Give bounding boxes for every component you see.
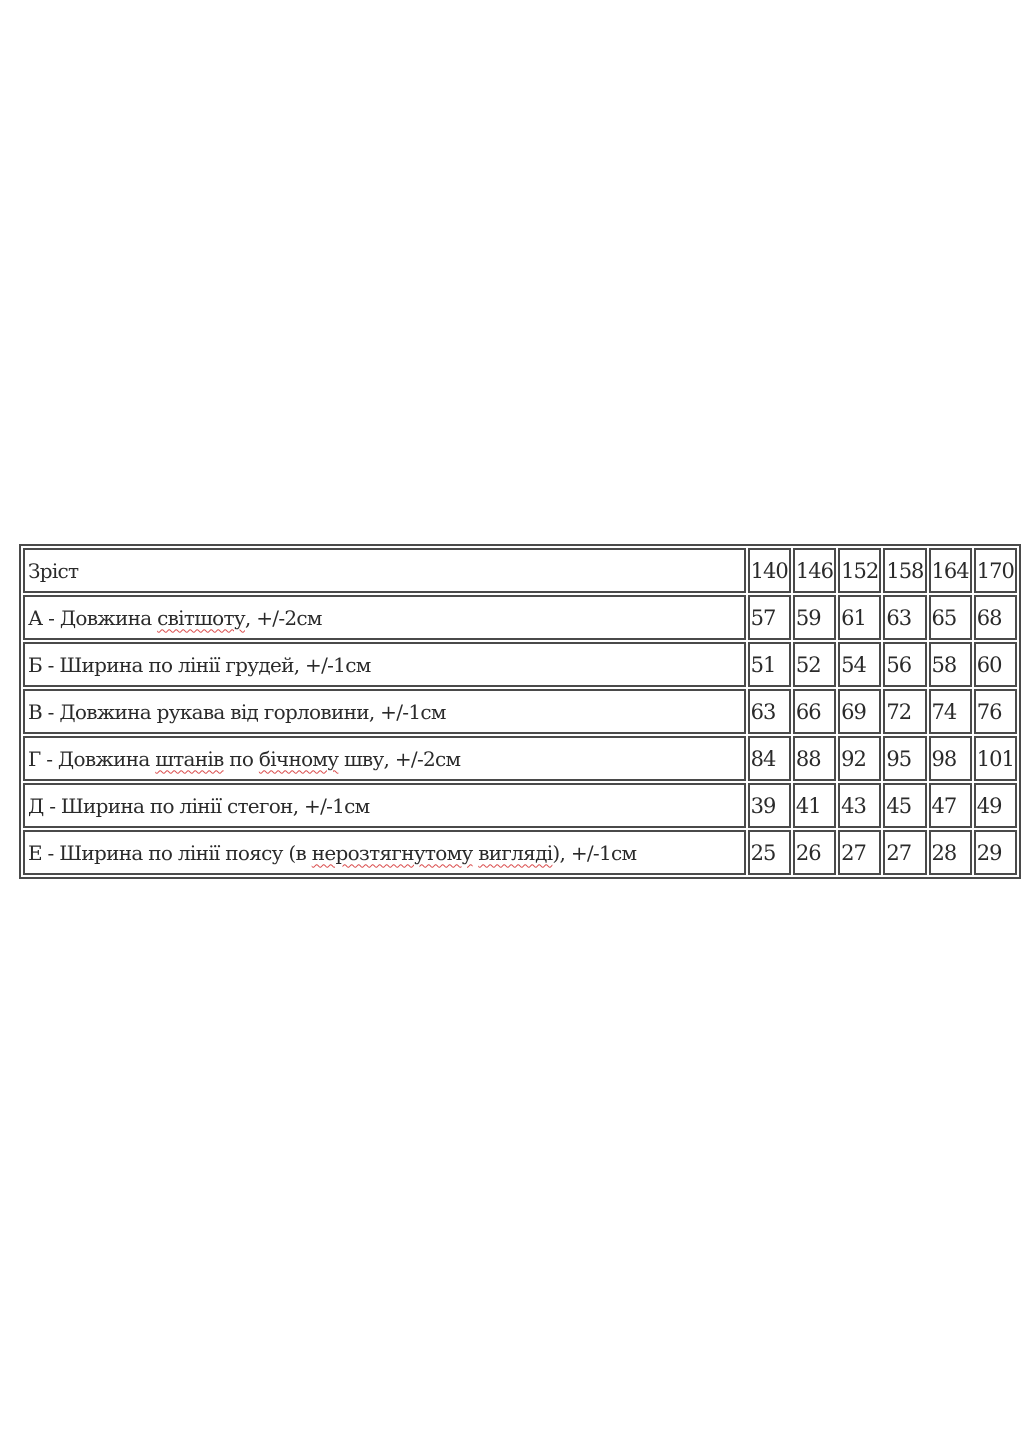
measurement-value-cell: 29 (974, 830, 1017, 875)
measurement-value-cell: 52 (793, 642, 836, 687)
measurement-label-cell (23, 783, 746, 828)
spellcheck-marked-word: нерозтягнутому (311, 840, 473, 865)
measurement-row (23, 736, 1017, 781)
size-header-cell: 140 (748, 548, 791, 593)
measurement-value-cell: 45 (883, 783, 926, 828)
label-text: Г - Довжина (28, 746, 156, 771)
measurement-label-cell (23, 736, 746, 781)
measurement-value-cell: 49 (974, 783, 1017, 828)
measurement-value-cell: 65 (929, 595, 972, 640)
header-label-cell: Зріст (23, 548, 746, 593)
label-text: шву, +/-2см (338, 746, 461, 771)
measurement-value-cell: 88 (793, 736, 836, 781)
measurement-label-cell (23, 642, 746, 687)
measurement-value-cell: 58 (929, 642, 972, 687)
size-header-cell: 152 (838, 548, 881, 593)
measurement-value-cell: 69 (838, 689, 881, 734)
measurement-row (23, 830, 1017, 875)
spellcheck-marked-word: штанів (155, 746, 224, 771)
measurement-label-cell (23, 830, 746, 875)
measurement-value-cell: 56 (883, 642, 926, 687)
label-text: Б - Ширина по лінії грудей, +/-1см (28, 652, 371, 677)
measurement-value-cell: 28 (929, 830, 972, 875)
label-text: Д - Ширина по лінії стегон, +/-1см (28, 793, 370, 818)
label-text: , +/-2см (244, 605, 322, 630)
measurement-row (23, 595, 1017, 640)
measurement-value-cell: 43 (838, 783, 881, 828)
measurement-row (23, 689, 1017, 734)
measurement-row (23, 642, 1017, 687)
spellcheck-marked-word: бічному (258, 746, 339, 771)
measurement-value-cell: 47 (929, 783, 972, 828)
label-text: Е - Ширина по лінії поясу (в (28, 840, 312, 865)
label-text: по (223, 746, 259, 771)
measurement-value-cell: 72 (883, 689, 926, 734)
measurement-value-cell: 66 (793, 689, 836, 734)
measurement-value-cell: 54 (838, 642, 881, 687)
size-table-body (23, 548, 1017, 875)
measurement-value-cell: 74 (929, 689, 972, 734)
measurement-value-cell: 25 (748, 830, 791, 875)
measurement-value-cell: 98 (929, 736, 972, 781)
label-text: ), +/-1см (552, 840, 637, 865)
size-header-cell: 170 (974, 548, 1017, 593)
measurement-value-cell: 27 (838, 830, 881, 875)
size-header-cell: 158 (883, 548, 926, 593)
measurement-row (23, 783, 1017, 828)
label-text: А - Довжина (28, 605, 158, 630)
measurement-value-cell: 76 (974, 689, 1017, 734)
size-header-cell: 164 (929, 548, 972, 593)
label-text: В - Довжина рукава від горловини, +/-1см (28, 699, 446, 724)
measurement-value-cell: 26 (793, 830, 836, 875)
measurement-value-cell: 39 (748, 783, 791, 828)
measurement-value-cell: 60 (974, 642, 1017, 687)
measurement-value-cell: 92 (838, 736, 881, 781)
measurement-value-cell: 57 (748, 595, 791, 640)
measurement-value-cell: 27 (883, 830, 926, 875)
size-table (19, 544, 1021, 879)
measurement-value-cell: 63 (748, 689, 791, 734)
size-header-cell: 146 (793, 548, 836, 593)
header-row (23, 548, 1017, 593)
measurement-value-cell: 68 (974, 595, 1017, 640)
measurement-value-cell: 59 (793, 595, 836, 640)
measurement-value-cell: 61 (838, 595, 881, 640)
spellcheck-marked-word: світшоту (157, 605, 245, 630)
measurement-value-cell: 95 (883, 736, 926, 781)
measurement-value-cell: 101 (974, 736, 1017, 781)
spellcheck-marked-word: вигляді (478, 840, 553, 865)
measurement-value-cell: 63 (883, 595, 926, 640)
measurement-value-cell: 84 (748, 736, 791, 781)
measurement-value-cell: 41 (793, 783, 836, 828)
measurement-label-cell (23, 689, 746, 734)
measurement-value-cell: 51 (748, 642, 791, 687)
measurement-label-cell (23, 595, 746, 640)
